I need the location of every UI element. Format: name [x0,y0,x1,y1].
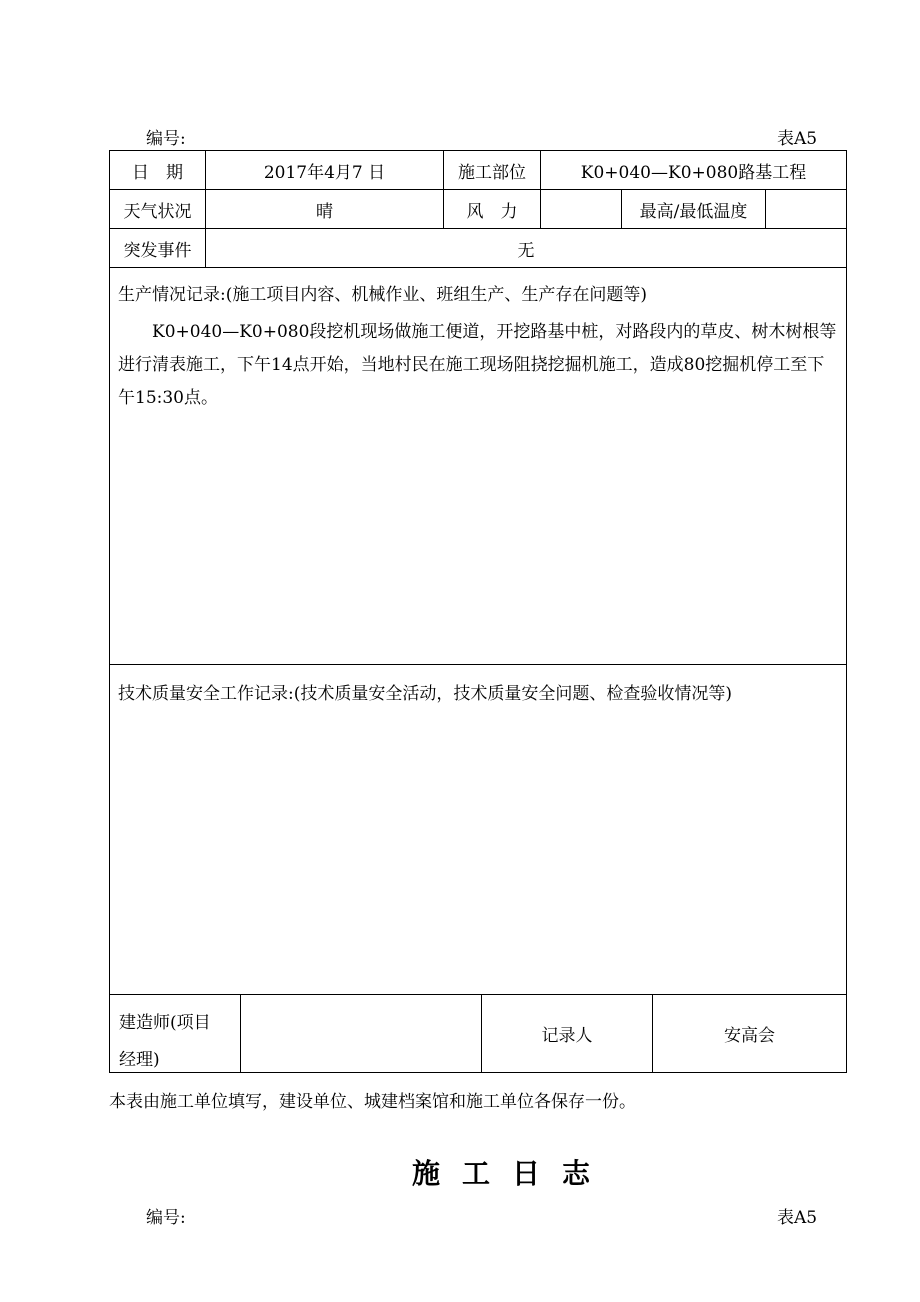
next-form-code: 表A5 [777,1208,818,1228]
site-value: K0+040—K0+080路基工程 [580,162,807,183]
next-page-title: 施工日志 [412,1157,613,1190]
next-serial-label: 编号: [146,1208,186,1228]
wind-value [541,190,621,228]
quality-heading: 技术质量安全工作记录:(技术质量安全活动，技术质量安全问题、检查验收情况等) [118,684,732,704]
date-value: 2017年4月7 日 [263,162,386,183]
site-label: 施工部位 [458,162,526,183]
wind-label: 风 力 [466,201,518,222]
date-label: 日 期 [132,162,183,183]
recorder-value: 安高会 [724,1026,775,1046]
footer-note: 本表由施工单位填写，建设单位、城建档案馆和施工单位各保存一份。 [109,1092,636,1112]
builder-label-line1: 建造师(项目 [119,1013,211,1033]
form-code: 表A5 [777,129,818,149]
weather-label: 天气状况 [123,201,192,222]
incident-value: 无 [517,240,535,261]
serial-label: 编号: [146,129,186,149]
builder-value [241,995,481,1072]
temp-value [766,190,846,228]
temp-label: 最高/最低温度 [639,201,748,222]
production-body: K0+040—K0+080段挖机现场做施工便道，开挖路基中桩，对路段内的草皮、树木树根等进行清表施工，下午14点开始，当地村民在施工现场阻挠挖掘机施工，造成80挖掘机停工至下午15:30点。 [118,322,837,408]
recorder-label: 记录人 [541,1026,593,1046]
weather-value: 晴 [316,201,333,222]
incident-label: 突发事件 [123,240,192,261]
production-heading: 生产情况记录:(施工项目内容、机械作业、班组生产、生产存在问题等) [118,285,647,305]
builder-label-line2: 经理) [119,1050,160,1070]
